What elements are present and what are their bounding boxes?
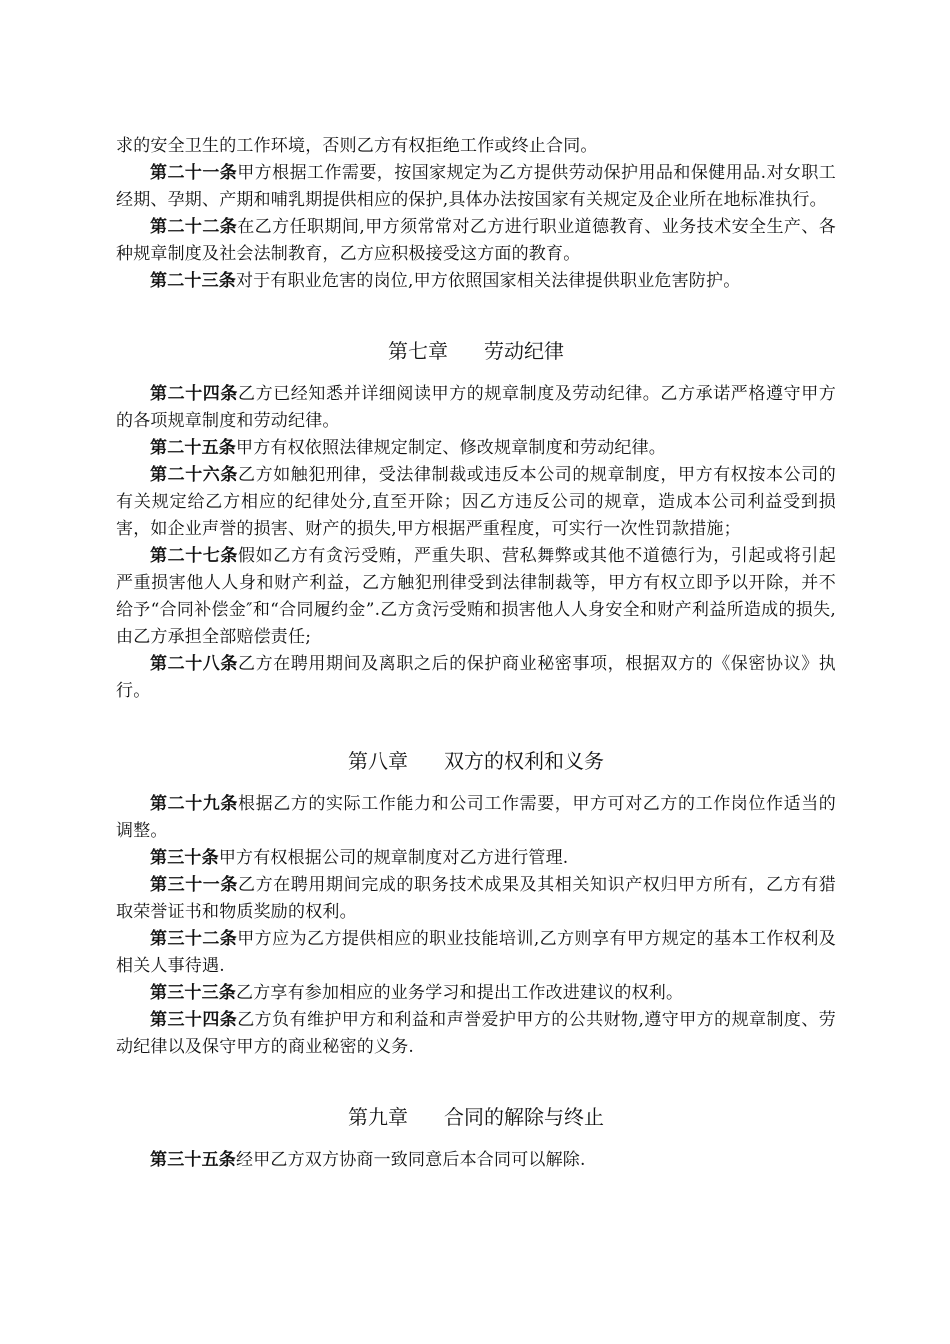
- article-text: 乙方如触犯刑律，受法律制裁或违反本公司的规章制度，甲方有权按本公司的有关规定给乙方相应的纪律处分,直至开除；因乙方违反公司的规章，造成本公司利益受到损害，如企业声誉的损害、财产的损失,甲方根据严重程度，可实行一次性罚款措施；: [116, 465, 836, 539]
- article-label: 第二十九条: [150, 794, 238, 814]
- article-23: [116, 268, 836, 295]
- chapter-number: 第八章: [348, 749, 408, 773]
- article-label: 第三十一条: [150, 875, 238, 895]
- article-31: [116, 872, 836, 926]
- article-text: 甲方根据工作需要，按国家规定为乙方提供劳动保护用品和保健用品.对女职工经期、孕期、产期和哺乳期提供相应的保护,具体办法按国家有关规定及企业所在地标准执行。: [116, 163, 837, 210]
- article-text: 甲方有权根据公司的规章制度对乙方进行管理.: [218, 848, 569, 868]
- article-34: [116, 1007, 836, 1061]
- article-24: [116, 381, 836, 435]
- article-label: 第二十六条: [150, 465, 238, 485]
- chapter-9-heading: [116, 1103, 836, 1131]
- article-text: 对于有职业危害的岗位,甲方依照国家相关法律提供职业危害防护。: [236, 271, 741, 291]
- article-26: [116, 462, 836, 543]
- chapter-title: 合同的解除与终止: [444, 1105, 604, 1129]
- article-text: 经甲乙方双方协商一致同意后本合同可以解除.: [236, 1150, 586, 1170]
- chapter-7-heading: [116, 337, 836, 365]
- article-text: 甲方应为乙方提供相应的职业技能培训,乙方则享有甲方规定的基本工作权利及相关人事待遇.: [116, 929, 837, 976]
- article-28: [116, 651, 836, 705]
- article-30: [116, 845, 836, 872]
- article-text: 乙方已经知悉并详细阅读甲方的规章制度及劳动纪律。乙方承诺严格遵守甲方的各项规章制度和劳动纪律。: [116, 384, 836, 431]
- chapter-title: 劳动纪律: [484, 339, 564, 363]
- article-29: [116, 791, 836, 845]
- article-text: 乙方负有维护甲方和利益和声誉爱护甲方的公共财物,遵守甲方的规章制度、劳动纪律以及保守甲方的商业秘密的义务.: [116, 1010, 837, 1057]
- article-label: 第二十二条: [150, 217, 238, 237]
- article-35: [116, 1147, 836, 1174]
- article-text: 假如乙方有贪污受贿，严重失职、营私舞弊或其他不道德行为，引起或将引起严重损害他人人身和财产利益，乙方触犯刑律受到法律制裁等，甲方有权立即予以开除，并不给予“合同补偿金″和“合同履约金”.乙方贪污受贿和损害他人人身安全和财产利益所造成的损失,由乙方承担全部赔偿责任;: [116, 546, 836, 647]
- article-33: [116, 980, 836, 1007]
- article-21: [116, 160, 836, 214]
- article-label: 第二十四条: [150, 384, 238, 404]
- chapter-title: 双方的权利和义务: [444, 749, 604, 773]
- article-label: 第三十五条: [150, 1150, 236, 1170]
- article-label: 第二十七条: [150, 546, 238, 566]
- contract-page: [116, 133, 836, 1174]
- chapter-8-heading: [116, 747, 836, 775]
- chapter-number: 第九章: [348, 1105, 408, 1129]
- article-label: 第二十八条: [150, 654, 238, 674]
- article-label: 第二十三条: [150, 271, 236, 291]
- article-label: 第三十二条: [150, 929, 238, 949]
- article-label: 第二十五条: [150, 438, 236, 458]
- article-label: 第三十四条: [150, 1010, 238, 1030]
- article-text: 根据乙方的实际工作能力和公司工作需要，甲方可对乙方的工作岗位作适当的调整。: [116, 794, 836, 841]
- article-text: 乙方在聘用期间完成的职务技术成果及其相关知识产权归甲方所有，乙方有猎取荣誉证书和物质奖励的权利。: [116, 875, 836, 922]
- article-text: 乙方在聘用期间及离职之后的保护商业秘密事项，根据双方的《保密协议》执行。: [116, 654, 836, 701]
- chapter-number: 第七章: [388, 339, 448, 363]
- intro-continuation: 求的安全卫生的工作环境，否则乙方有权拒绝工作或终止合同。: [116, 136, 598, 156]
- article-22: [116, 214, 836, 268]
- article-text: 甲方有权依照法律规定制定、修改规章制度和劳动纪律。: [236, 438, 666, 458]
- article-25: [116, 435, 836, 462]
- article-label: 第三十三条: [150, 983, 236, 1003]
- article-label: 第三十条: [150, 848, 219, 868]
- article-27: [116, 543, 836, 651]
- article-32: [116, 926, 836, 980]
- article-text: 乙方享有参加相应的业务学习和提出工作改进建议的权利。: [236, 983, 684, 1003]
- article-label: 第二十一条: [150, 163, 238, 183]
- article-text: 在乙方任职期间,甲方须常常对乙方进行职业道德教育、业务技术安全生产、各种规章制度及社会法制教育，乙方应积极接受这方面的教育。: [116, 217, 837, 264]
